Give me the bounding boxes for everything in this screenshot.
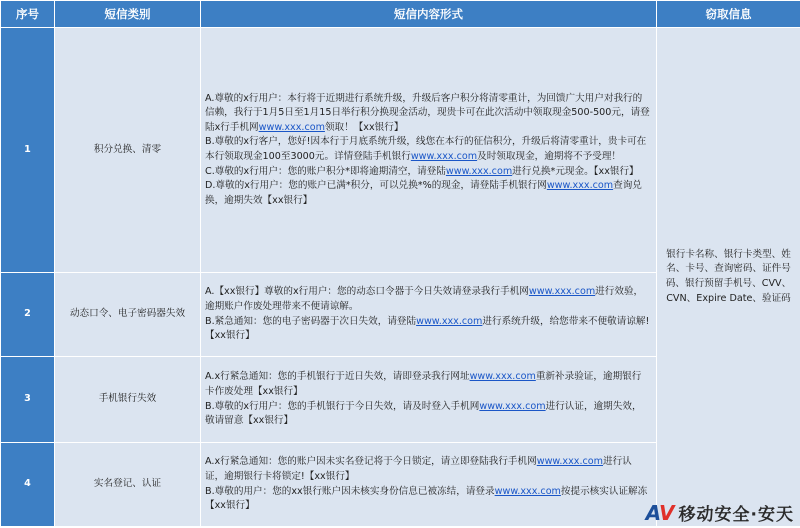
message-text: 查询兑换，逾期失效【xx银行】 [205, 180, 642, 206]
sms-message [205, 285, 650, 314]
message-link[interactable]: www.xxx.com [546, 180, 614, 192]
sms-message [205, 400, 650, 429]
message-link[interactable]: www.xxx.com [410, 151, 478, 162]
row-index: 1 [1, 28, 55, 273]
header-row [1, 1, 800, 28]
message-text: B.紧急通知：您的电子密码器于次日失效，请登陆 [205, 315, 417, 327]
message-text: B.尊敬的用户：您的xx银行账户因未核实身份信息已被冻结，请登录 [205, 485, 495, 497]
header-index: 序号 [1, 1, 55, 28]
watermark [646, 500, 794, 525]
message-link[interactable]: www.xxx.com [445, 165, 513, 177]
stolen-info-cell: 银行卡名称、银行卡类型、姓名、卡号、查询密码、证件号码、银行预留手机号、CVV、CVN、Expire Date、验证码 [657, 28, 800, 527]
message-link[interactable]: www.xxx.com [416, 315, 483, 327]
row-content [201, 357, 657, 443]
sms-message [205, 179, 650, 208]
row-index: 3 [1, 357, 55, 443]
sms-message [205, 485, 650, 514]
message-link[interactable]: www.xxx.com [479, 400, 546, 412]
message-text: 进行兑换*元现金。【xx银行】 [512, 165, 639, 177]
message-text: D.尊敬的x行用户：您的账户已满*积分，可以兑换*%的现金，请登陆手机银行网 [205, 180, 547, 192]
message-link[interactable]: www.xxx.com [258, 121, 325, 133]
row-type: 实名登记、认证 [55, 443, 201, 527]
row-content [201, 28, 657, 273]
message-text: B.尊敬的x行客户，您好!因本行于月底系统升级，线您在本行的征信积分，升级后将清零重计，贵卡可在本行领取现金100至3000元。详情登陆手机银行 [205, 136, 647, 162]
header-stolen-info: 窃取信息 [657, 1, 800, 28]
message-link[interactable]: www.xxx.com [469, 371, 536, 383]
watermark-text: 移动安全·安天 [678, 505, 794, 525]
message-text: 领取！【xx银行】 [324, 121, 404, 133]
sms-message [205, 165, 650, 180]
row-type: 动态口令、电子密码器失效 [55, 273, 201, 357]
row-index: 4 [1, 443, 55, 527]
header-content: 短信内容形式 [201, 1, 657, 28]
message-text: A.尊敬的x行用户：本行将于近期进行系统升级，升级后客户积分将清零重计，为回馈广大用户对我行的信赖，我行于1月5日至1月15日举行积分换现金活动，现贵卡可在此次活动中领取现金500-500元，请登陆x行手机网 [205, 92, 650, 133]
message-text: 进行认证，逾期银行卡将锁定!【xx银行】 [205, 456, 632, 482]
antiy-logo-icon: A V [645, 500, 675, 525]
sms-message [205, 370, 650, 399]
sms-message [205, 135, 650, 164]
sms-message [205, 455, 650, 484]
message-text: A.x行紧急通知：您的手机银行于近日失效，请即登录我行网址 [205, 371, 470, 383]
row-type: 手机银行失效 [55, 357, 201, 443]
header-type: 短信类别 [55, 1, 201, 28]
message-text: A.x行紧急通知：您的账户因未实名登记将于今日锁定，请立即登陆我行手机网 [205, 456, 537, 468]
message-text: C.尊敬的x行用户：您的账户积分*即将逾期清空，请登陆 [205, 165, 446, 177]
message-link[interactable]: www.xxx.com [494, 485, 561, 497]
row-type: 积分兑换、清零 [55, 28, 201, 273]
message-text: 按提示核实认证解冻【xx银行】 [205, 485, 648, 512]
row-index: 2 [1, 273, 55, 357]
message-link[interactable]: www.xxx.com [536, 456, 603, 468]
message-text: 及时领取现金，逾期将不予受理！ [477, 151, 622, 162]
sms-message [205, 315, 650, 344]
message-link[interactable]: www.xxx.com [528, 286, 596, 298]
message-text: 进行认证，逾期失效， 敬请留意【xx银行】 [205, 400, 642, 427]
row-content [201, 273, 657, 357]
message-text: B.尊敬的x行用户：您的手机银行于今日失效，请及时登入手机网 [205, 400, 480, 412]
row-content [201, 443, 657, 527]
message-text: A.【xx银行】尊敬的x行用户：您的动态口令器于今日失效请登录我行手机网 [205, 286, 529, 298]
table-row [1, 28, 800, 273]
sms-message [205, 92, 650, 136]
message-text: 进行效验，逾期账户作废处理带来不便请谅解。 [205, 286, 644, 312]
message-text: 重新补录验证，逾期银行卡作废处理【xx银行】 [205, 371, 642, 397]
message-text: 进行系统升级，给您带来不便敬请谅解!【xx银行】 [205, 315, 650, 342]
